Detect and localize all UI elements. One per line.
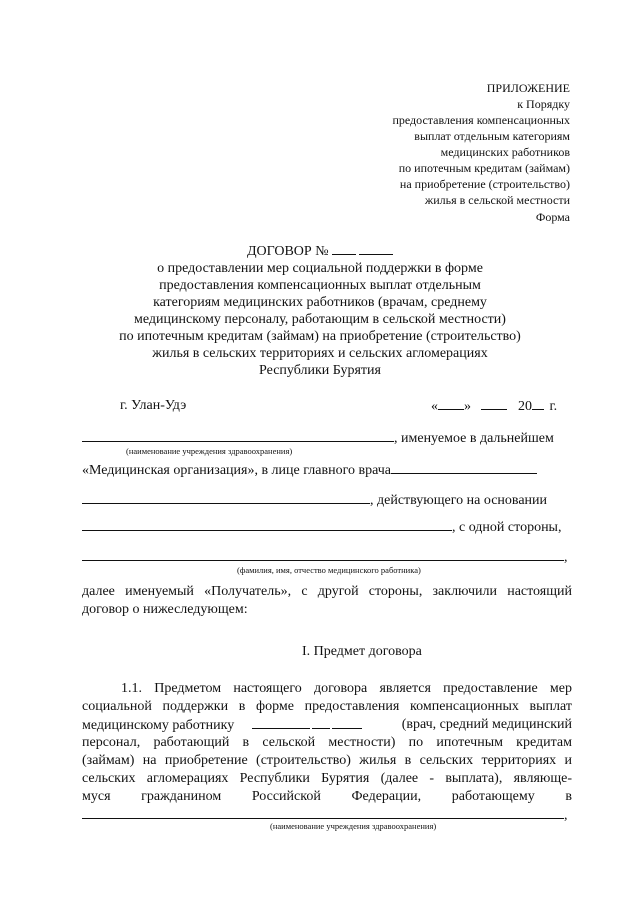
party-line-3 — [82, 492, 547, 509]
number-blank — [359, 243, 393, 255]
paragraph-line: персонал, работающий в сельской местности) по ипотечным кредитам — [82, 735, 572, 750]
bottom-caption: (наименование учреждения здравоохранения) — [270, 821, 437, 831]
acting-basis-text: , действующего на основании — [370, 493, 548, 508]
appendix-line: медицинских работников — [440, 145, 570, 159]
basis-blank — [82, 519, 452, 531]
recipient-line: далее именуемый «Получатель», с другой стороны, заключили настоящий — [82, 584, 572, 599]
recipient-line: договор о нижеследующем: — [82, 602, 248, 617]
worker-blank — [252, 717, 310, 729]
subtitle-line: жилья в сельских территориях и сельских агломерациях — [152, 346, 488, 361]
subtitle-line: Республики Бурятия — [259, 363, 381, 378]
worker-blank — [332, 717, 362, 729]
subtitle-line: по ипотечным кредитам (займам) на приобретение (строительство) — [119, 329, 521, 344]
date-line — [431, 398, 557, 415]
section-heading: I. Предмет договора — [302, 644, 422, 659]
paragraph-line: муся гражданином Российской Федерации, работающему в — [82, 789, 572, 804]
one-side-text: , с одной стороны, — [452, 520, 562, 535]
subtitle-line: предоставления компенсационных выплат отдельным — [159, 278, 481, 293]
worker-blank — [312, 717, 330, 729]
worker-name-blank — [82, 549, 564, 561]
subtitle-line: медицинскому персоналу, работающим в сельской местности) — [134, 312, 506, 327]
subtitle-line: категориям медицинских работников (врачам, среднему — [153, 295, 487, 310]
appendix-line: на приобретение (строительство) — [399, 177, 570, 191]
year-suffix: г. — [549, 399, 558, 414]
contract-title — [110, 243, 530, 379]
end-comma: , — [564, 808, 568, 823]
appendix-line: жилья в сельской местности — [424, 193, 570, 207]
paragraph-line: социальной поддержки в форме предоставления компенсационных выплат — [82, 699, 572, 714]
institution-blank — [82, 430, 394, 442]
named-after-text: , именуемое в дальнейшем — [394, 431, 554, 446]
year-blank — [532, 398, 544, 410]
appendix-line: предоставления компенсационных — [392, 113, 570, 127]
paragraph-line: 1.1. Предметом настоящего договора является предоставление мер — [121, 681, 572, 696]
paragraph-line: (займам) на приобретение (строительство) жилья в сельских территориях и — [82, 753, 572, 768]
appendix-line: к Порядку — [517, 97, 570, 111]
appendix-line: ПРИЛОЖЕНИЕ — [486, 81, 570, 95]
appendix-line: выплат отдельным категориям — [414, 129, 570, 143]
party-line-1 — [82, 430, 554, 447]
date-open-quote: « — [431, 399, 438, 414]
appendix-line: по ипотечным кредитам (займам) — [398, 161, 570, 175]
contract-heading — [110, 243, 530, 260]
place: г. Улан-Удэ — [120, 398, 187, 413]
paragraph-line-tail: (врач, средний медицинский — [401, 717, 572, 732]
chief-doctor-name-blank — [82, 492, 370, 504]
paragraph-text: медицинскому работнику — [82, 718, 235, 733]
day-blank — [438, 398, 464, 410]
subtitle-line: о предоставлении мер социальной поддержки в форме — [157, 261, 483, 276]
year-prefix: 20 — [518, 399, 532, 414]
party-line-4 — [82, 519, 561, 536]
party-line-5 — [82, 549, 568, 566]
form-label: Форма — [535, 210, 570, 224]
date-close-quote: » — [464, 399, 471, 414]
contract-heading-text: ДОГОВОР № — [246, 244, 329, 259]
paragraph-line-with-blank — [82, 717, 362, 734]
month-blank — [481, 398, 507, 410]
paragraph-line: сельских агломерациях Республики Бурятия (далее - выплата), являюще- — [82, 771, 572, 786]
institution-caption: (наименование учреждения здравоохранения) — [126, 446, 293, 456]
comma-text: , — [564, 550, 568, 565]
person-caption: (фамилия, имя, отчество медицинского работника) — [237, 565, 421, 575]
chief-doctor-blank — [391, 462, 537, 474]
party-line-2 — [82, 462, 537, 479]
institution-blank-2 — [82, 807, 564, 819]
appendix-header — [310, 80, 570, 208]
med-org-text: «Медицинская организация», в лице главного врача — [82, 463, 391, 478]
number-blank — [332, 243, 356, 255]
